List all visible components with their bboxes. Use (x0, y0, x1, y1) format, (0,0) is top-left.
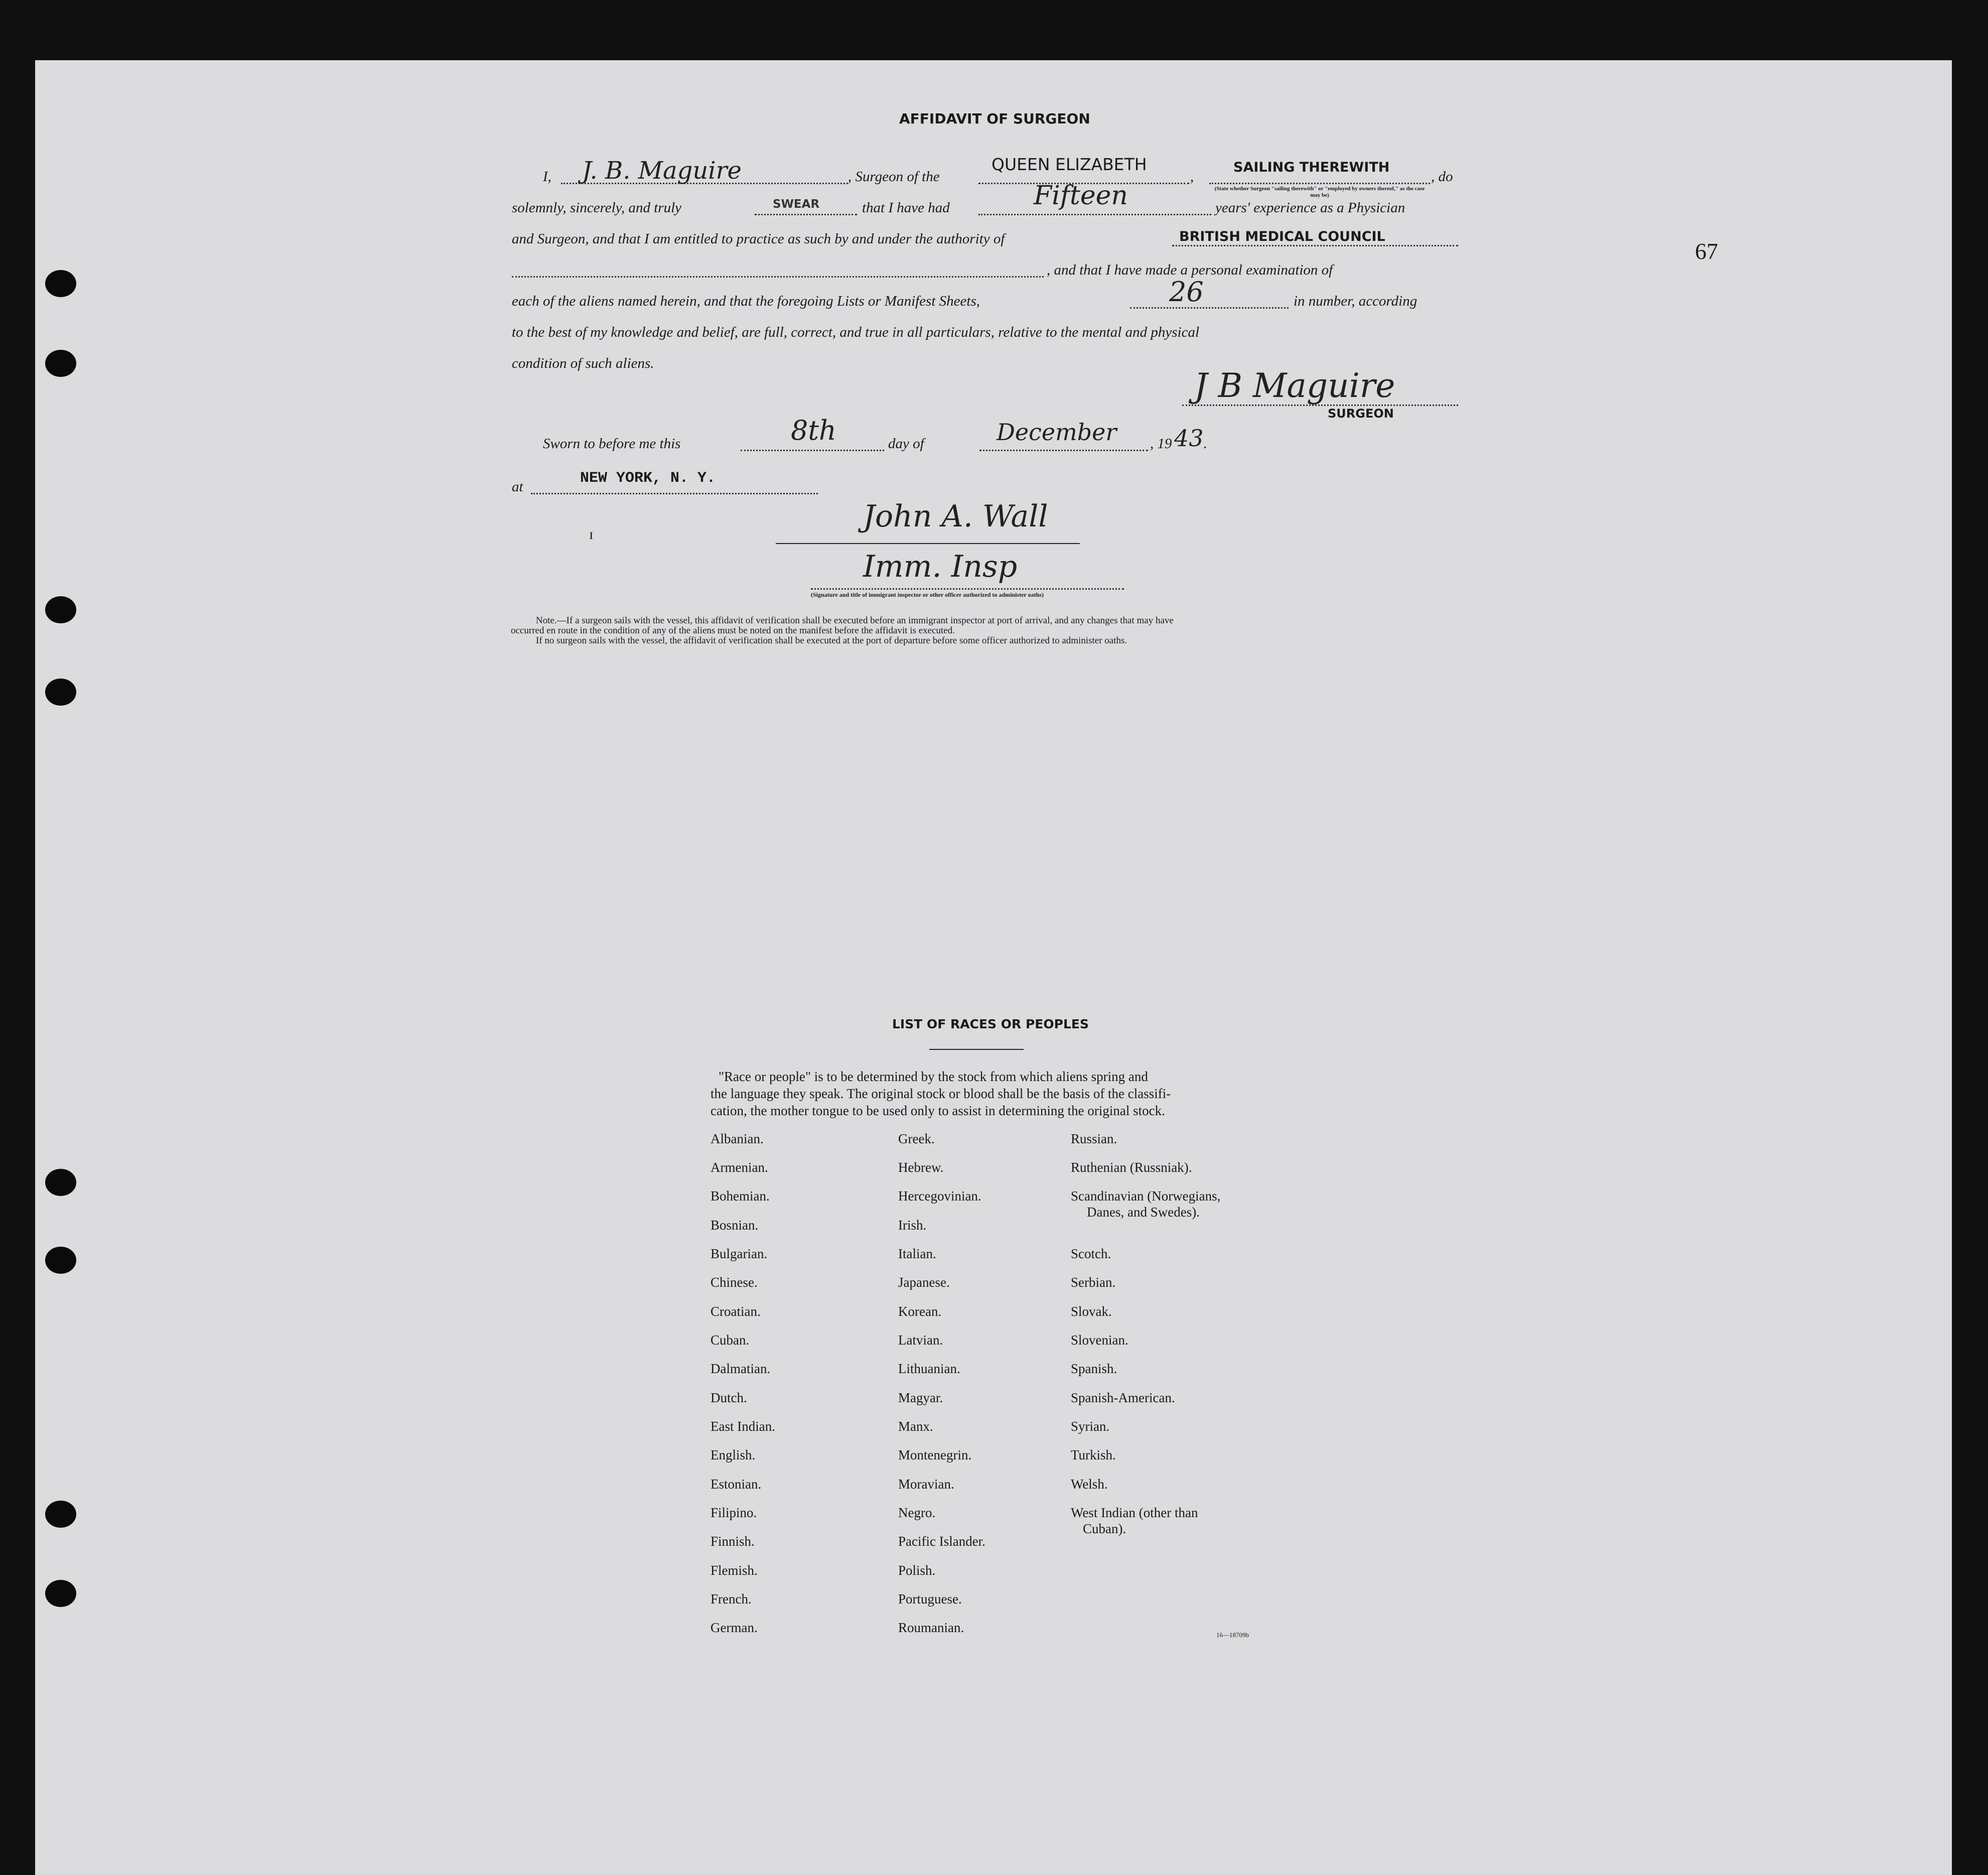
punch-hole (45, 350, 76, 377)
sworn-year-prefix: , 19 (1150, 436, 1172, 452)
races-intro-line2: the language they speak. The original stock or blood shall be the basis of the classifi- (711, 1086, 1171, 1101)
race-item: Korean. (898, 1304, 942, 1319)
note-line-2: occurred en route in the condition of any of the aliens must be noted on the manifest before the affidavit is executed. (511, 625, 955, 636)
race-item: Scandinavian (Norwegians, (1071, 1188, 1221, 1203)
race-item: Bohemian. (711, 1188, 770, 1203)
affidavit-line2-prefix: solemnly, sincerely, and truly (512, 200, 682, 216)
note-line-3: If no surgeon sails with the vessel, the affidavit of verification shall be executed at the port of departure before some officer authorized to administer oaths. (536, 635, 1127, 646)
punch-hole (45, 679, 76, 706)
race-item: Turkish. (1071, 1447, 1116, 1462)
race-item: Slovenian. (1071, 1332, 1128, 1348)
race-item: Albanian. (711, 1131, 764, 1146)
form-number: 16—18709b (1216, 1631, 1249, 1639)
sworn-year-field[interactable]: 43 (1174, 425, 1204, 452)
punch-hole (45, 1580, 76, 1607)
field-line (811, 588, 1124, 590)
race-item: Hercegovinian. (898, 1188, 981, 1203)
surgeon-status-field[interactable]: SAILING THEREWITH (1233, 160, 1390, 175)
inspector-signature: John A. Wall (863, 499, 1048, 534)
race-item: Cuban. (711, 1332, 750, 1348)
race-item: Lithuanian. (898, 1361, 960, 1376)
surgeon-signature: J B Maguire (1194, 366, 1395, 405)
surgeon-status-note: (State whether Surgeon "sailing therewith" or "employed by owners thereof," as the case may be) (1214, 186, 1425, 198)
race-item: Welsh. (1071, 1477, 1108, 1492)
race-item: Italian. (898, 1246, 936, 1261)
race-item: Irish. (898, 1218, 927, 1233)
field-line (978, 214, 1211, 215)
affidavit-line1-mid: , Surgeon of the (848, 169, 940, 185)
sworn-mid: day of (888, 436, 924, 452)
affidavit-line5-prefix: each of the aliens named herein, and that the foregoing Lists or Manifest Sheets, (512, 293, 980, 309)
punch-hole (45, 270, 76, 297)
affidavit-line1-comma: , (1190, 169, 1194, 185)
affidavit-line6: to the best of my knowledge and belief, are full, correct, and true in all particulars, relative to the mental and physical (512, 324, 1200, 340)
race-item: Latvian. (898, 1332, 943, 1348)
oath-field[interactable]: SWEAR (773, 198, 820, 211)
field-line (741, 450, 884, 451)
surgeon-name-field[interactable]: J. B. Maguire (582, 157, 742, 185)
punch-hole (45, 596, 76, 623)
race-item: Bosnian. (711, 1218, 759, 1233)
race-item: Spanish-American. (1071, 1390, 1175, 1405)
race-item: Finnish. (711, 1534, 755, 1549)
sworn-month-field[interactable]: December (997, 419, 1117, 446)
affidavit-line2-suffix: years' experience as a Physician (1215, 200, 1405, 216)
race-item: German. (711, 1620, 758, 1635)
races-intro-line1: "Race or people" is to be determined by the stock from which aliens spring and (719, 1069, 1148, 1084)
race-item: Negro. (898, 1505, 936, 1520)
affidavit-line3-prefix: and Surgeon, and that I am entitled to practice as such by and under the authority of (512, 231, 1005, 247)
years-experience-field[interactable]: Fifteen (1034, 181, 1128, 211)
at-label: at (512, 479, 523, 495)
inspector-caption: (Signature and title of immigrant inspector or other officer authorized to administer oaths) (811, 591, 1044, 598)
field-line (1182, 405, 1458, 406)
punch-hole (45, 1169, 76, 1196)
affidavit-line1-prefix: I, (543, 169, 551, 185)
sworn-day-field[interactable]: 8th (791, 415, 836, 446)
races-intro-line3: cation, the mother tongue to be used only to assist in determining the original stock. (711, 1103, 1165, 1118)
field-line (531, 493, 818, 494)
affidavit-line4-suffix: , and that I have made a personal examination of (1047, 262, 1333, 278)
race-item: Danes, and Swedes). (1087, 1204, 1200, 1220)
race-item: Portuguese. (898, 1591, 962, 1606)
race-item: East Indian. (711, 1419, 775, 1434)
race-item: Japanese. (898, 1275, 950, 1290)
race-item: Moravian. (898, 1477, 954, 1492)
race-item: Polish. (898, 1563, 936, 1578)
race-item: Spanish. (1071, 1361, 1117, 1376)
race-item: Syrian. (1071, 1419, 1110, 1434)
race-item: Filipino. (711, 1505, 757, 1520)
race-item: Croatian. (711, 1304, 761, 1319)
note-line-1: Note.—If a surgeon sails with the vessel, this affidavit of verification shall be executed before an immigrant inspector at port of arrival, and any changes that may have (536, 615, 1174, 626)
field-line (979, 450, 1148, 451)
race-item: Hebrew. (898, 1160, 944, 1175)
race-item: Russian. (1071, 1131, 1117, 1146)
vessel-name-field[interactable]: QUEEN ELIZABETH (991, 155, 1147, 174)
signature-rule (776, 543, 1080, 544)
race-item: English. (711, 1447, 756, 1462)
sworn-prefix: Sworn to before me this (543, 436, 681, 452)
race-item: Bulgarian. (711, 1246, 768, 1261)
affidavit-line1-suffix: , do (1431, 169, 1453, 185)
race-item: Estonian. (711, 1477, 762, 1492)
affidavit-title: AFFIDAVIT OF SURGEON (899, 110, 1090, 127)
affidavit-line5-suffix: in number, according (1294, 293, 1417, 309)
inspector-title: Imm. Insp (863, 549, 1018, 584)
race-item: Dalmatian. (711, 1361, 771, 1376)
race-item: West Indian (other than (1071, 1505, 1198, 1520)
races-title: LIST OF RACES OR PEOPLES (892, 1017, 1089, 1031)
race-item: Armenian. (711, 1160, 768, 1175)
race-item: Manx. (898, 1419, 933, 1434)
surgeon-label: SURGEON (1328, 407, 1394, 421)
race-item: French. (711, 1591, 752, 1606)
race-item: Roumanian. (898, 1620, 964, 1635)
affidavit-line7: condition of such aliens. (512, 355, 654, 371)
punch-hole (45, 1501, 76, 1528)
race-item: Slovak. (1071, 1304, 1112, 1319)
margin-mark: ɪ (589, 526, 594, 543)
race-item: Pacific Islander. (898, 1534, 985, 1549)
race-item: Cuban). (1083, 1521, 1126, 1536)
race-item: Magyar. (898, 1390, 943, 1405)
race-item: Chinese. (711, 1275, 758, 1290)
affidavit-line2-mid: that I have had (862, 200, 950, 216)
race-item: Scotch. (1071, 1246, 1111, 1261)
manifest-sheets-field[interactable]: 26 (1169, 276, 1204, 308)
race-item: Serbian. (1071, 1275, 1116, 1290)
field-line (755, 214, 857, 215)
field-line (1172, 245, 1458, 246)
field-line (512, 276, 1044, 278)
location-field[interactable]: NEW YORK, N. Y. (580, 470, 716, 487)
field-line (1209, 183, 1430, 184)
race-item: Montenegrin. (898, 1447, 972, 1462)
title-underline (929, 1049, 1024, 1050)
punch-hole (45, 1247, 76, 1274)
race-item: Flemish. (711, 1563, 758, 1578)
sworn-period: . (1203, 436, 1207, 452)
field-line (1130, 307, 1289, 309)
page-number: 67 (1695, 238, 1718, 264)
race-item: Ruthenian (Russniak). (1071, 1160, 1192, 1175)
race-item: Greek. (898, 1131, 935, 1146)
race-item: Dutch. (711, 1390, 747, 1405)
authority-field[interactable]: BRITISH MEDICAL COUNCIL (1179, 229, 1385, 244)
